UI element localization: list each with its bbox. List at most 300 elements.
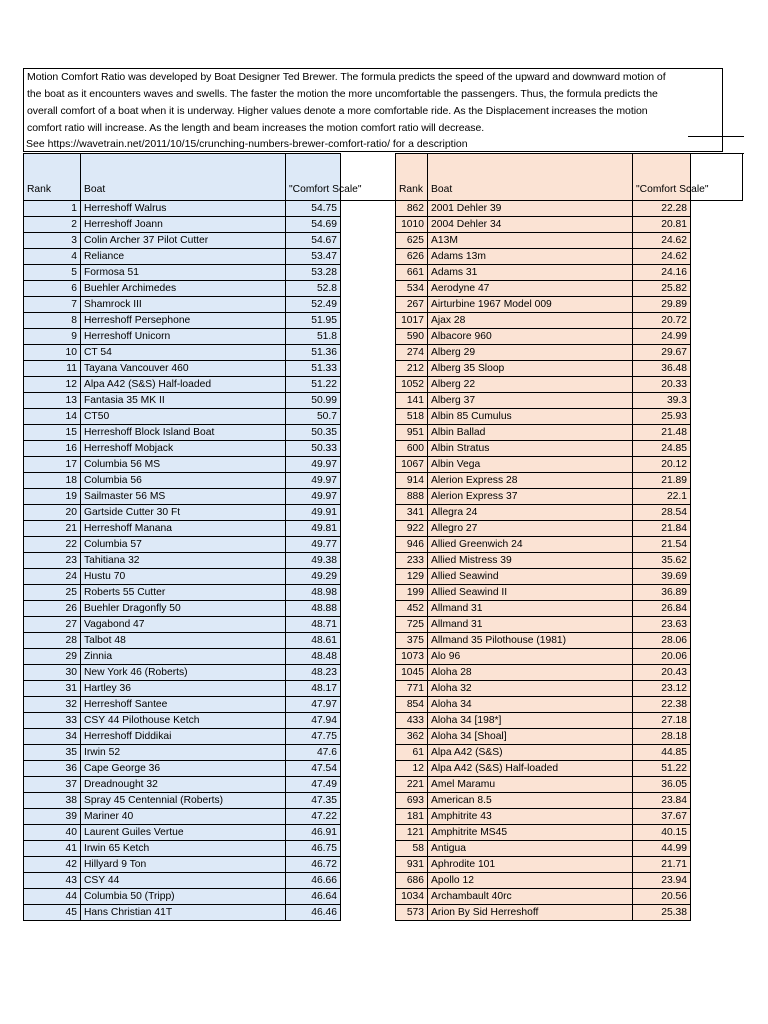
comfort-scale-cell: 51.22 [286, 377, 341, 393]
boat-name-cell: Hartley 36 [81, 681, 286, 697]
comfort-scale-cell: 23.84 [633, 793, 691, 809]
boat-name-cell: Aloha 34 [198*] [428, 713, 633, 729]
comfort-scale-cell: 50.7 [286, 409, 341, 425]
table-row [396, 713, 691, 729]
comfort-scale-cell: 49.29 [286, 569, 341, 585]
comfort-scale-cell: 46.75 [286, 841, 341, 857]
table-row [24, 585, 341, 601]
table-row [396, 569, 691, 585]
comfort-header: "Comfort Scale" [286, 154, 341, 201]
boat-name-cell: Alpa A42 (S&S) Half-loaded [428, 761, 633, 777]
comfort-scale-cell: 47.6 [286, 745, 341, 761]
rank-cell: 13 [24, 393, 81, 409]
rank-cell: 27 [24, 617, 81, 633]
comfort-scale-cell: 50.35 [286, 425, 341, 441]
comfort-scale-cell: 39.3 [633, 393, 691, 409]
rank-cell: 44 [24, 889, 81, 905]
comfort-scale-cell: 24.62 [633, 233, 691, 249]
table-row [24, 793, 341, 809]
rank-cell: 61 [396, 745, 428, 761]
table-row [24, 233, 341, 249]
table-row [396, 825, 691, 841]
rank-cell: 12 [24, 377, 81, 393]
boat-name-cell: Apollo 12 [428, 873, 633, 889]
boat-name-cell: Herreshoff Santee [81, 697, 286, 713]
comfort-scale-cell: 47.94 [286, 713, 341, 729]
table-row [24, 569, 341, 585]
rank-cell: 4 [24, 249, 81, 265]
rank-cell: 6 [24, 281, 81, 297]
comfort-scale-cell: 48.17 [286, 681, 341, 697]
boat-header: Boat [81, 154, 286, 201]
comfort-scale-cell: 48.61 [286, 633, 341, 649]
comfort-scale-cell: 52.49 [286, 297, 341, 313]
boat-name-cell: Airturbine 1967 Model 009 [428, 297, 633, 313]
rank-cell: 18 [24, 473, 81, 489]
comfort-scale-cell: 28.18 [633, 729, 691, 745]
boat-name-cell: Herreshoff Manana [81, 521, 286, 537]
table-row [24, 777, 341, 793]
boat-name-cell: Amphitrite 43 [428, 809, 633, 825]
table-row [396, 441, 691, 457]
rank-cell: 946 [396, 537, 428, 553]
table-row [24, 745, 341, 761]
table-row [396, 249, 691, 265]
table-row [24, 889, 341, 905]
comfort-scale-cell: 36.89 [633, 585, 691, 601]
rank-cell: 931 [396, 857, 428, 873]
boat-name-cell: Formosa 51 [81, 265, 286, 281]
table-row [396, 777, 691, 793]
comfort-scale-cell: 20.43 [633, 665, 691, 681]
rank-cell: 661 [396, 265, 428, 281]
table-row [396, 601, 691, 617]
intro-line-4: comfort ratio will increase. As the length and beam increases the motion comfort ratio will decrease. [27, 122, 485, 134]
boat-name-cell: Reliance [81, 249, 286, 265]
comfort-scale-cell: 20.06 [633, 649, 691, 665]
table-row [396, 425, 691, 441]
table-row [396, 393, 691, 409]
comfort-scale-cell: 51.36 [286, 345, 341, 361]
rank-cell: 375 [396, 633, 428, 649]
comfort-scale-cell: 51.8 [286, 329, 341, 345]
boat-name-cell: Alpa A42 (S&S) Half-loaded [81, 377, 286, 393]
rank-cell: 233 [396, 553, 428, 569]
comfort-scale-cell: 49.81 [286, 521, 341, 537]
table-row [24, 249, 341, 265]
table-row [24, 393, 341, 409]
rank-cell: 267 [396, 297, 428, 313]
boat-name-cell: Talbot 48 [81, 633, 286, 649]
table-row [396, 521, 691, 537]
rank-cell: 7 [24, 297, 81, 313]
decorative-rule [688, 136, 744, 137]
boat-name-cell: Allmand 31 [428, 617, 633, 633]
boat-name-cell: Arion By Sid Herreshoff [428, 905, 633, 921]
table-row [24, 729, 341, 745]
boat-name-cell: Zinnia [81, 649, 286, 665]
comfort-scale-cell: 20.33 [633, 377, 691, 393]
decorative-rule [340, 200, 395, 201]
table-row [24, 553, 341, 569]
comfort-scale-cell: 48.98 [286, 585, 341, 601]
comfort-scale-cell: 50.33 [286, 441, 341, 457]
comfort-scale-cell: 47.22 [286, 809, 341, 825]
comfort-scale-cell: 53.47 [286, 249, 341, 265]
rank-cell: 20 [24, 505, 81, 521]
boat-name-cell: Mariner 40 [81, 809, 286, 825]
table-row [396, 809, 691, 825]
rank-cell: 2 [24, 217, 81, 233]
boat-name-cell: Alpa A42 (S&S) [428, 745, 633, 761]
rank-cell: 31 [24, 681, 81, 697]
table-row [24, 537, 341, 553]
rank-cell: 33 [24, 713, 81, 729]
table-row [396, 729, 691, 745]
rank-cell: 693 [396, 793, 428, 809]
table-row [396, 697, 691, 713]
comfort-header: "Comfort Scale" [633, 154, 691, 201]
rank-cell: 14 [24, 409, 81, 425]
rank-cell: 1 [24, 201, 81, 217]
rank-cell: 686 [396, 873, 428, 889]
table-row [396, 633, 691, 649]
boat-name-cell: Archambault 40rc [428, 889, 633, 905]
table-row [396, 537, 691, 553]
rank-cell: 725 [396, 617, 428, 633]
comfort-scale-cell: 23.94 [633, 873, 691, 889]
table-row [24, 441, 341, 457]
boat-name-cell: CT50 [81, 409, 286, 425]
boat-name-cell: Alerion Express 37 [428, 489, 633, 505]
rank-cell: 22 [24, 537, 81, 553]
rank-cell: 26 [24, 601, 81, 617]
table-row [396, 281, 691, 297]
rank-cell: 29 [24, 649, 81, 665]
comfort-scale-cell: 47.49 [286, 777, 341, 793]
comfort-scale-cell: 52.8 [286, 281, 341, 297]
comfort-scale-cell: 51.22 [633, 761, 691, 777]
rank-cell: 40 [24, 825, 81, 841]
table-row [396, 377, 691, 393]
rank-cell: 3 [24, 233, 81, 249]
boat-name-cell: Amel Maramu [428, 777, 633, 793]
table-row [396, 793, 691, 809]
table-row [24, 265, 341, 281]
boat-name-cell: Allegro 27 [428, 521, 633, 537]
rank-cell: 121 [396, 825, 428, 841]
table-row [24, 345, 341, 361]
boat-name-cell: Alerion Express 28 [428, 473, 633, 489]
boat-name-cell: Allmand 35 Pilothouse (1981) [428, 633, 633, 649]
rank-cell: 5 [24, 265, 81, 281]
boat-name-cell: 2001 Dehler 39 [428, 201, 633, 217]
table-row [396, 409, 691, 425]
comfort-scale-cell: 23.12 [633, 681, 691, 697]
boat-name-cell: A13M [428, 233, 633, 249]
table-row [396, 617, 691, 633]
rank-cell: 452 [396, 601, 428, 617]
comfort-scale-cell: 24.62 [633, 249, 691, 265]
boat-name-cell: Laurent Guiles Vertue [81, 825, 286, 841]
comfort-scale-cell: 25.82 [633, 281, 691, 297]
comfort-scale-cell: 36.05 [633, 777, 691, 793]
boat-name-cell: Aloha 28 [428, 665, 633, 681]
decorative-rule [690, 153, 744, 154]
rank-cell: 39 [24, 809, 81, 825]
boat-name-cell: Herreshoff Persephone [81, 313, 286, 329]
boat-name-cell: Alberg 29 [428, 345, 633, 361]
comfort-scale-cell: 36.48 [633, 361, 691, 377]
rank-cell: 36 [24, 761, 81, 777]
rank-cell: 10 [24, 345, 81, 361]
boat-name-cell: Allied Greenwich 24 [428, 537, 633, 553]
boat-name-cell: Herreshoff Joann [81, 217, 286, 233]
rank-cell: 141 [396, 393, 428, 409]
rank-cell: 16 [24, 441, 81, 457]
boat-name-cell: Hustu 70 [81, 569, 286, 585]
comfort-scale-cell: 54.69 [286, 217, 341, 233]
comfort-scale-cell: 20.56 [633, 889, 691, 905]
table-row [24, 809, 341, 825]
boat-name-cell: Alo 96 [428, 649, 633, 665]
table-row [24, 841, 341, 857]
rank-cell: 15 [24, 425, 81, 441]
decorative-rule [690, 200, 743, 201]
boat-name-cell: 2004 Dehler 34 [428, 217, 633, 233]
rank-cell: 1034 [396, 889, 428, 905]
comfort-scale-cell: 51.33 [286, 361, 341, 377]
rank-cell: 221 [396, 777, 428, 793]
comfort-scale-cell: 22.28 [633, 201, 691, 217]
boat-name-cell: Columbia 50 (Tripp) [81, 889, 286, 905]
comfort-ranking-table-by-rank [23, 153, 362, 921]
boat-name-cell: Sailmaster 56 MS [81, 489, 286, 505]
boat-name-cell: Irwin 52 [81, 745, 286, 761]
comfort-scale-cell: 35.62 [633, 553, 691, 569]
boat-name-cell: Allied Seawind [428, 569, 633, 585]
table-row [396, 201, 691, 217]
comfort-scale-cell: 29.67 [633, 345, 691, 361]
table-row [24, 873, 341, 889]
table-row [24, 713, 341, 729]
table-row [24, 825, 341, 841]
table-row [396, 457, 691, 473]
boat-name-cell: Hillyard 9 Ton [81, 857, 286, 873]
rank-cell: 888 [396, 489, 428, 505]
boat-name-cell: Albin Stratus [428, 441, 633, 457]
comfort-scale-cell: 47.97 [286, 697, 341, 713]
comfort-scale-cell: 54.75 [286, 201, 341, 217]
comfort-scale-cell: 27.18 [633, 713, 691, 729]
rank-cell: 199 [396, 585, 428, 601]
comfort-scale-cell: 22.1 [633, 489, 691, 505]
comfort-scale-cell: 25.93 [633, 409, 691, 425]
comfort-scale-cell: 20.81 [633, 217, 691, 233]
rank-cell: 11 [24, 361, 81, 377]
comfort-scale-cell: 24.16 [633, 265, 691, 281]
comfort-scale-cell: 48.71 [286, 617, 341, 633]
table-row [24, 281, 341, 297]
rank-cell: 341 [396, 505, 428, 521]
comfort-scale-cell: 20.12 [633, 457, 691, 473]
table-row [24, 617, 341, 633]
boat-name-cell: Amphitrite MS45 [428, 825, 633, 841]
comfort-scale-cell: 23.63 [633, 617, 691, 633]
comfort-scale-cell: 49.77 [286, 537, 341, 553]
comfort-scale-cell: 44.99 [633, 841, 691, 857]
table-row [396, 345, 691, 361]
rank-cell: 1010 [396, 217, 428, 233]
table-row [396, 905, 691, 921]
rank-header: Rank [396, 154, 428, 201]
rank-cell: 1045 [396, 665, 428, 681]
table-row [396, 681, 691, 697]
comfort-scale-cell: 49.97 [286, 489, 341, 505]
table-row [24, 425, 341, 441]
comfort-scale-cell: 21.54 [633, 537, 691, 553]
comfort-scale-cell: 47.75 [286, 729, 341, 745]
comfort-scale-cell: 22.38 [633, 697, 691, 713]
comfort-scale-cell: 48.48 [286, 649, 341, 665]
intro-line-1: Motion Comfort Ratio was developed by Boat Designer Ted Brewer. The formula predicts the speed of the upward and downward motion of [27, 71, 666, 83]
comfort-scale-cell: 47.54 [286, 761, 341, 777]
rank-cell: 625 [396, 233, 428, 249]
table-row [396, 361, 691, 377]
boat-header: Boat [428, 154, 633, 201]
rank-cell: 25 [24, 585, 81, 601]
rank-cell: 600 [396, 441, 428, 457]
table-row [396, 745, 691, 761]
table-row [24, 649, 341, 665]
comfort-scale-cell: 39.69 [633, 569, 691, 585]
table-row [24, 409, 341, 425]
comfort-scale-cell: 24.99 [633, 329, 691, 345]
comfort-scale-cell: 49.97 [286, 457, 341, 473]
table-row [24, 489, 341, 505]
boat-name-cell: Allied Seawind II [428, 585, 633, 601]
table-row [24, 681, 341, 697]
rank-cell: 274 [396, 345, 428, 361]
boat-name-cell: Aerodyne 47 [428, 281, 633, 297]
table-row [24, 505, 341, 521]
table-row [396, 665, 691, 681]
boat-name-cell: Roberts 55 Cutter [81, 585, 286, 601]
table-row [396, 313, 691, 329]
table-row [24, 905, 341, 921]
rank-cell: 626 [396, 249, 428, 265]
table-row [24, 377, 341, 393]
rank-cell: 922 [396, 521, 428, 537]
comfort-scale-cell: 37.67 [633, 809, 691, 825]
comfort-scale-cell: 21.48 [633, 425, 691, 441]
table-header-row [396, 154, 691, 201]
comfort-scale-cell: 28.54 [633, 505, 691, 521]
rank-cell: 41 [24, 841, 81, 857]
boat-name-cell: Alberg 37 [428, 393, 633, 409]
rank-cell: 771 [396, 681, 428, 697]
table-row [24, 297, 341, 313]
comfort-scale-cell: 51.95 [286, 313, 341, 329]
rank-cell: 1052 [396, 377, 428, 393]
boat-name-cell: Aloha 34 [Shoal] [428, 729, 633, 745]
boat-name-cell: Dreadnought 32 [81, 777, 286, 793]
table-row [396, 473, 691, 489]
boat-name-cell: CSY 44 Pilothouse Ketch [81, 713, 286, 729]
rank-cell: 181 [396, 809, 428, 825]
boat-name-cell: Aloha 34 [428, 697, 633, 713]
rank-cell: 37 [24, 777, 81, 793]
boat-name-cell: Herreshoff Walrus [81, 201, 286, 217]
rank-cell: 914 [396, 473, 428, 489]
boat-name-cell: Herreshoff Unicorn [81, 329, 286, 345]
comfort-scale-cell: 48.23 [286, 665, 341, 681]
boat-name-cell: Ajax 28 [428, 313, 633, 329]
table-row [396, 329, 691, 345]
boat-name-cell: Irwin 65 Ketch [81, 841, 286, 857]
table-row [396, 553, 691, 569]
comfort-scale-cell: 44.85 [633, 745, 691, 761]
table-row [24, 601, 341, 617]
rank-cell: 433 [396, 713, 428, 729]
boat-name-cell: CT 54 [81, 345, 286, 361]
intro-line-2: the boat as it encounters waves and swells. The faster the motion the more uncomfortable the passengers. Thus, the formula predicts the [27, 88, 658, 100]
comfort-scale-cell: 54.67 [286, 233, 341, 249]
boat-name-cell: Spray 45 Centennial (Roberts) [81, 793, 286, 809]
rank-cell: 854 [396, 697, 428, 713]
comfort-scale-cell: 21.89 [633, 473, 691, 489]
boat-name-cell: Albacore 960 [428, 329, 633, 345]
comfort-scale-cell: 48.88 [286, 601, 341, 617]
table-row [24, 313, 341, 329]
boat-name-cell: Allmand 31 [428, 601, 633, 617]
table-row [24, 217, 341, 233]
comfort-scale-cell: 47.35 [286, 793, 341, 809]
boat-name-cell: Tahitiana 32 [81, 553, 286, 569]
boat-name-cell: New York 46 (Roberts) [81, 665, 286, 681]
table-row [24, 665, 341, 681]
rank-cell: 32 [24, 697, 81, 713]
table-row [24, 697, 341, 713]
boat-name-cell: Herreshoff Diddikai [81, 729, 286, 745]
table-row [396, 873, 691, 889]
comfort-scale-cell: 25.38 [633, 905, 691, 921]
rank-cell: 24 [24, 569, 81, 585]
table-row [24, 329, 341, 345]
table-row [24, 761, 341, 777]
boat-name-cell: Albin Vega [428, 457, 633, 473]
comfort-ranking-table-alphabetical [395, 153, 709, 921]
decorative-rule [742, 153, 743, 200]
comfort-scale-cell: 46.91 [286, 825, 341, 841]
comfort-scale-cell: 46.46 [286, 905, 341, 921]
boat-name-cell: CSY 44 [81, 873, 286, 889]
table-row [396, 841, 691, 857]
boat-name-cell: Colin Archer 37 Pilot Cutter [81, 233, 286, 249]
rank-cell: 34 [24, 729, 81, 745]
boat-name-cell: Vagabond 47 [81, 617, 286, 633]
comfort-scale-cell: 53.28 [286, 265, 341, 281]
table-row [24, 473, 341, 489]
table-row [24, 633, 341, 649]
rank-cell: 951 [396, 425, 428, 441]
rank-cell: 58 [396, 841, 428, 857]
boat-name-cell: Alberg 35 Sloop [428, 361, 633, 377]
rank-cell: 12 [396, 761, 428, 777]
comfort-scale-cell: 49.38 [286, 553, 341, 569]
rank-cell: 1073 [396, 649, 428, 665]
boat-name-cell: Herreshoff Block Island Boat [81, 425, 286, 441]
